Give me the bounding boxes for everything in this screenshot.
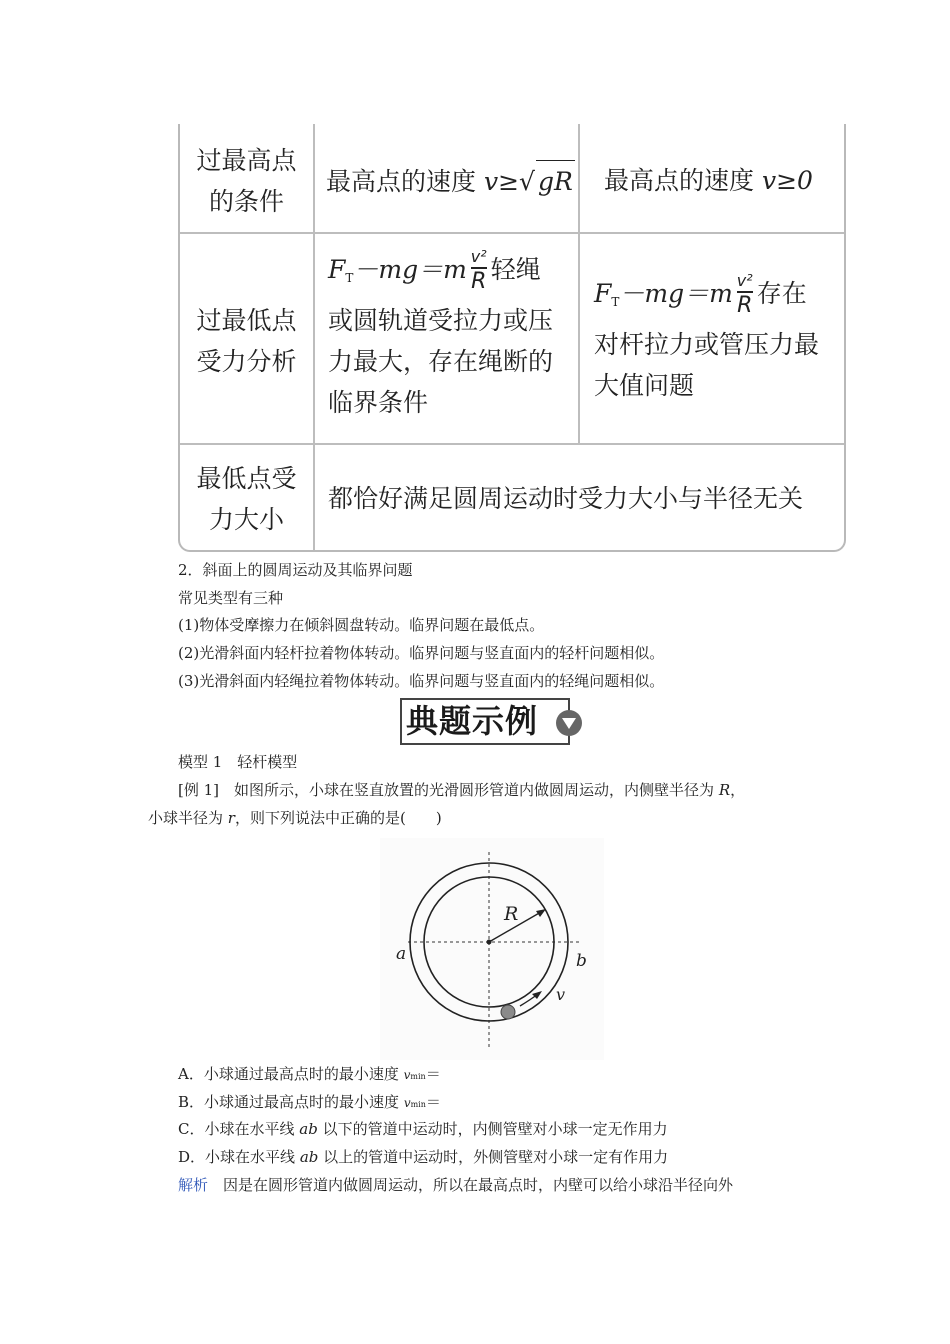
option-key: D． — [178, 1148, 206, 1166]
row2-col2-text-1: 轻绳 — [490, 254, 541, 284]
row1-col3-text: 最高点的速度 — [604, 166, 755, 195]
row1-header-line2: 的条件 — [208, 187, 284, 216]
option-sub: min — [410, 1100, 426, 1109]
row1-col2-formula: v≥√ gR — [484, 167, 575, 196]
option-b[interactable] — [178, 1092, 441, 1115]
table-divider — [313, 124, 315, 550]
option-tail: 以下的管道中运动时，内侧管壁对小球一定无作用力 — [317, 1120, 668, 1138]
down-triangle-icon — [556, 710, 582, 736]
option-var: ab — [299, 1120, 318, 1138]
label-b: b — [576, 951, 587, 971]
option-c[interactable] — [178, 1119, 668, 1139]
label-v: v — [556, 985, 566, 1004]
option-key: B． — [178, 1093, 205, 1111]
example-text: 如图所示，小球在竖直放置的光滑圆形管道内做圆周运动，内侧壁半径为 — [234, 781, 715, 799]
row2-col2-text-2: 或圆轨道受拉力或压 — [328, 306, 554, 335]
row2-col2-text-4: 临界条件 — [328, 388, 429, 417]
row1-col2-text: 最高点的速度 — [326, 167, 477, 196]
example-line-1: [例 1] 如图所示，小球在竖直放置的光滑圆形管道内做圆周运动，内侧壁半径为 R， — [178, 781, 746, 799]
option-text: 小球通过最高点时的最小速度 — [204, 1093, 404, 1111]
option-tail: ＝ — [425, 1065, 441, 1083]
model-label: 模型 1 轻杆模型 — [178, 753, 298, 771]
option-text: 小球在水平线 — [204, 1120, 300, 1138]
option-d[interactable] — [178, 1147, 668, 1167]
row3-text: 都恰好满足圆周运动时受力大小与半径无关 — [328, 484, 804, 513]
variable-R: R — [718, 781, 731, 799]
comparison-table — [178, 124, 846, 552]
row2-header-line1: 过最低点 — [196, 306, 297, 335]
option-var: v — [403, 1096, 411, 1110]
variable-r: r — [227, 809, 235, 827]
analysis-text: 因是在圆形管道内做圆周运动，所以在最高点时，内壁可以给小球沿半径向外 — [223, 1176, 734, 1194]
option-a[interactable] — [178, 1064, 441, 1087]
row2-col2-formula: $F_T-mg=m$ — [328, 254, 467, 285]
row2-col2-formula-line — [328, 248, 576, 300]
table-divider — [180, 232, 844, 234]
section-title: 2．斜面上的圆周运动及其临界问题 — [178, 561, 413, 579]
row2-header-line2: 受力分析 — [196, 347, 297, 376]
row3-header — [180, 458, 313, 540]
section-banner: 典题示例 — [400, 698, 570, 745]
table-divider — [578, 124, 580, 444]
option-key: A． — [178, 1065, 204, 1083]
option-text: 小球通过最高点时的最小速度 — [203, 1065, 404, 1083]
row3-header-line1: 最低点受 — [196, 464, 297, 493]
option-tail: 以上的管道中运动时，外侧管壁对小球一定有作用力 — [318, 1148, 669, 1166]
row2-header — [180, 300, 313, 382]
row1-header-line1: 过最高点 — [196, 146, 297, 175]
row2-col3-text-2: 对杆拉力或管压力最 — [594, 330, 820, 359]
row2-col3-text-3: 大值问题 — [594, 371, 695, 400]
fraction: $\frac{\text{v²}}{R}$ — [736, 271, 753, 318]
ball — [501, 1005, 515, 1019]
example-text: ，则下列说法中正确的是( ) — [234, 809, 442, 827]
row2-col2 — [328, 248, 576, 423]
option-var: ab — [299, 1148, 319, 1166]
row1-col3 — [604, 160, 844, 201]
label-R: R — [504, 903, 519, 925]
circular-tube-figure — [380, 838, 604, 1060]
row2-col3 — [594, 272, 844, 406]
row1-col2 — [326, 160, 576, 202]
example-tag: [例 1] — [178, 781, 220, 799]
list-item: (2)光滑斜面内轻杆拉着物体转动。临界问题与竖直面内的轻杆问题相似。 — [178, 644, 665, 662]
list-item: (3)光滑斜面内轻绳拉着物体转动。临界问题与竖直面内的轻绳问题相似。 — [178, 672, 665, 690]
option-tail: ＝ — [425, 1093, 441, 1111]
fraction: $\frac{\text{v²}}{R}$ — [470, 247, 487, 294]
row3-header-line2: 力大小 — [208, 505, 284, 534]
label-a: a — [396, 944, 407, 964]
row1-col3-formula: v≥0 — [761, 166, 813, 195]
option-key: C． — [178, 1120, 205, 1138]
option-sub: min — [410, 1072, 426, 1081]
example-text: 小球半径为 — [148, 809, 224, 827]
option-text: 小球在水平线 — [205, 1148, 300, 1166]
row2-col2-text-3: 力最大，存在绳断的 — [328, 347, 554, 376]
figure-background — [380, 838, 604, 1060]
table-divider — [180, 443, 844, 445]
example-line-2 — [148, 808, 442, 828]
row2-col3-text-1: 存在 — [756, 278, 807, 308]
section-intro: 常见类型有三种 — [178, 589, 284, 607]
option-var: v — [403, 1068, 411, 1082]
analysis-line — [178, 1175, 733, 1195]
row2-col3-formula: $F_T-mg=m$ — [594, 278, 733, 309]
row1-header — [180, 140, 313, 222]
row2-col3-formula-line — [594, 272, 844, 324]
list-item: (1)物体受摩擦力在倾斜圆盘转动。临界问题在最低点。 — [178, 616, 545, 634]
analysis-label: 解析 — [178, 1176, 209, 1194]
